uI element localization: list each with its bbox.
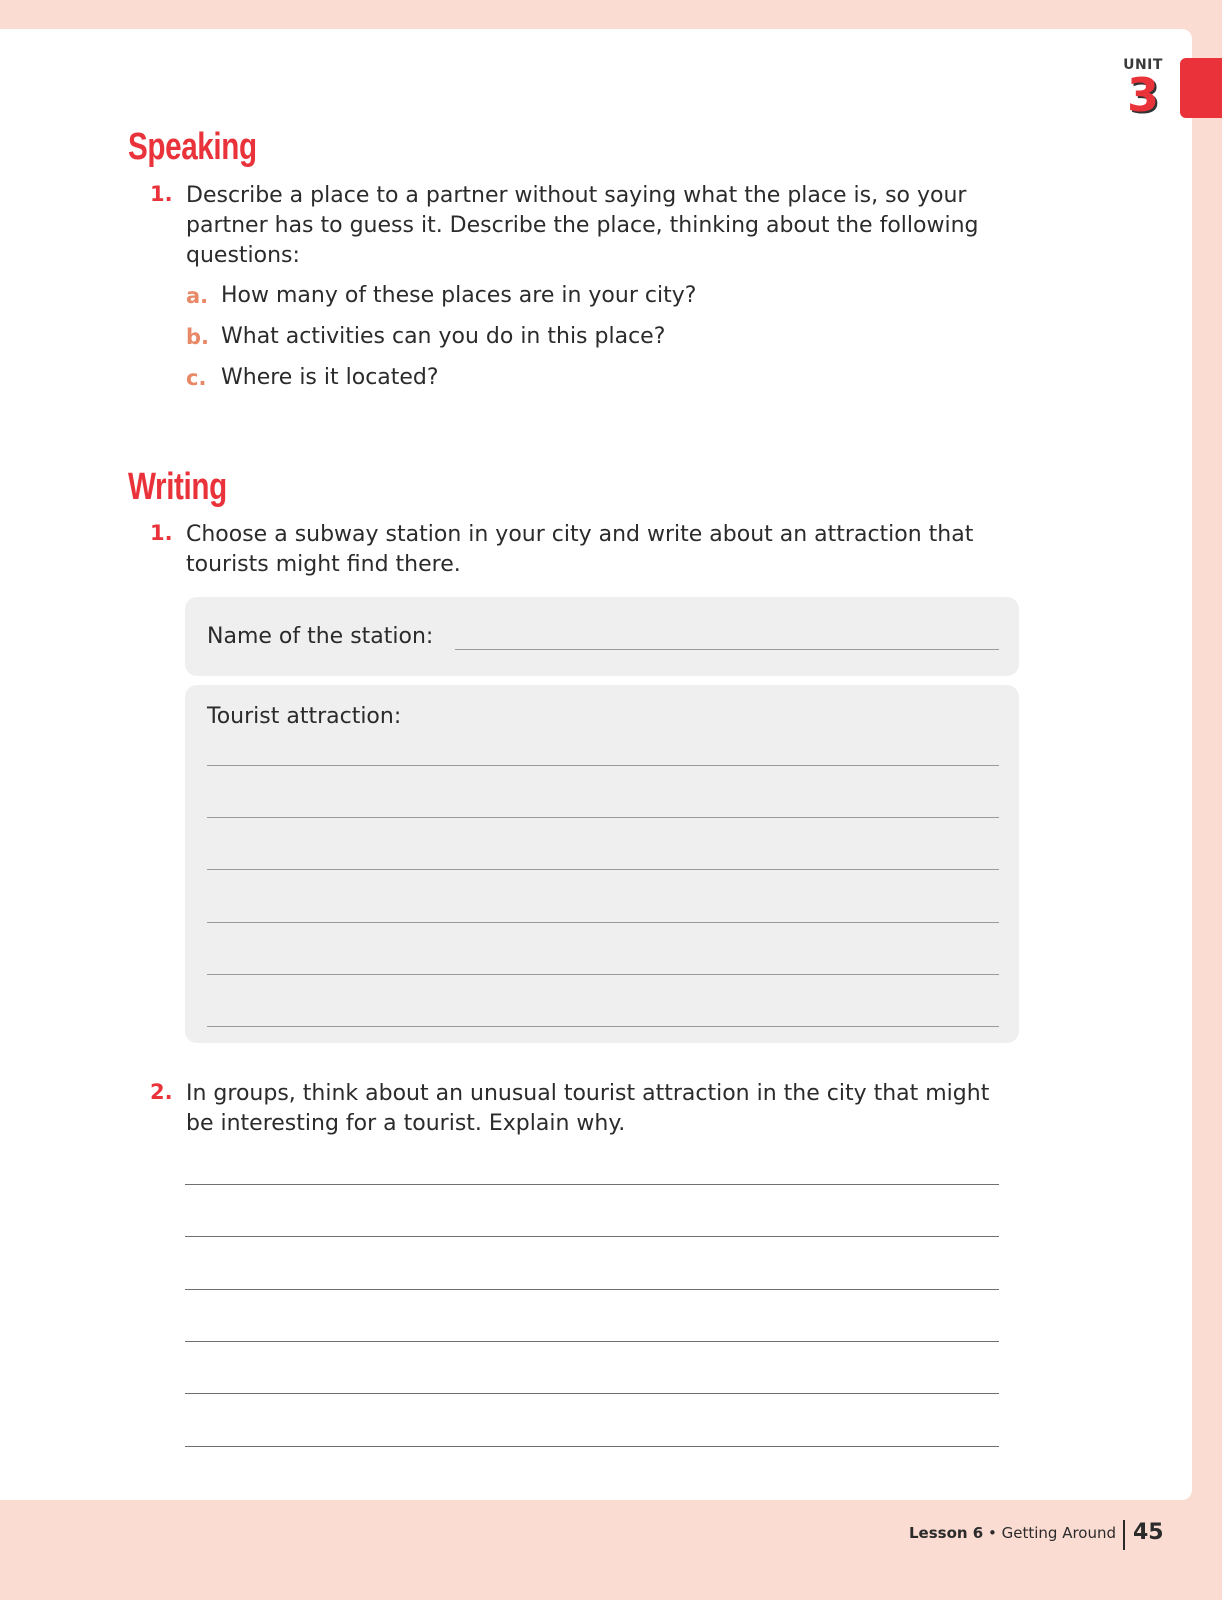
tourist-attraction-label: Tourist attraction: [207,704,402,729]
station-name-box [185,597,1019,676]
attraction-answer-line[interactable] [207,869,999,870]
q2-answer-line[interactable] [185,1236,999,1237]
speaking-item-a-text: How many of these places are in your city? [221,283,697,308]
unit-label: UNIT [1123,57,1163,73]
writing-q1-number: 1. [150,521,173,545]
footer-topic: Getting Around [1001,1524,1116,1542]
footer-separator: • [983,1524,1002,1542]
writing-q2-text: In groups, think about an unusual tourist attraction in the city that might be interesting for a tourist. Explain why. [186,1081,990,1136]
attraction-answer-line[interactable] [207,974,999,975]
attraction-answer-line[interactable] [207,765,999,766]
writing-q1-text: Choose a subway station in your city and write about an attraction that tourists might find there. [186,522,974,577]
writing-heading: Writing [128,466,227,508]
station-name-label: Name of the station: [207,624,434,649]
unit-number: 3 [1126,68,1159,122]
q2-answer-line[interactable] [185,1289,999,1290]
attraction-answer-line[interactable] [207,922,999,923]
q2-answer-line[interactable] [185,1341,999,1342]
tourist-attraction-box [185,685,1019,1043]
q2-answer-line[interactable] [185,1446,999,1447]
speaking-q1-text: Describe a place to a partner without saying what the place is, so your partner has to guess it. Describe the place, thinking about the following questions: [186,183,979,268]
station-name-answer-line[interactable] [455,649,999,650]
page-number: 45 [1133,1520,1164,1545]
attraction-answer-line[interactable] [207,817,999,818]
speaking-item-b-text: What activities can you do in this place? [221,324,666,349]
speaking-item-c-text: Where is it located? [221,365,439,390]
speaking-q1-number: 1. [150,182,173,206]
footer-divider [1123,1520,1125,1550]
speaking-heading: Speaking [128,126,257,168]
speaking-item-b-letter: b. [186,325,210,349]
attraction-answer-line[interactable] [207,1026,999,1027]
speaking-item-a-letter: a. [186,284,209,308]
q2-answer-line[interactable] [185,1393,999,1394]
q2-answer-line[interactable] [185,1184,999,1185]
unit-tab [1180,58,1222,118]
footer-lesson-number: Lesson 6 [908,1524,984,1542]
footer-lesson-title [909,1524,1116,1542]
writing-q2-number: 2. [150,1080,173,1104]
speaking-item-c-letter: c. [186,366,207,390]
